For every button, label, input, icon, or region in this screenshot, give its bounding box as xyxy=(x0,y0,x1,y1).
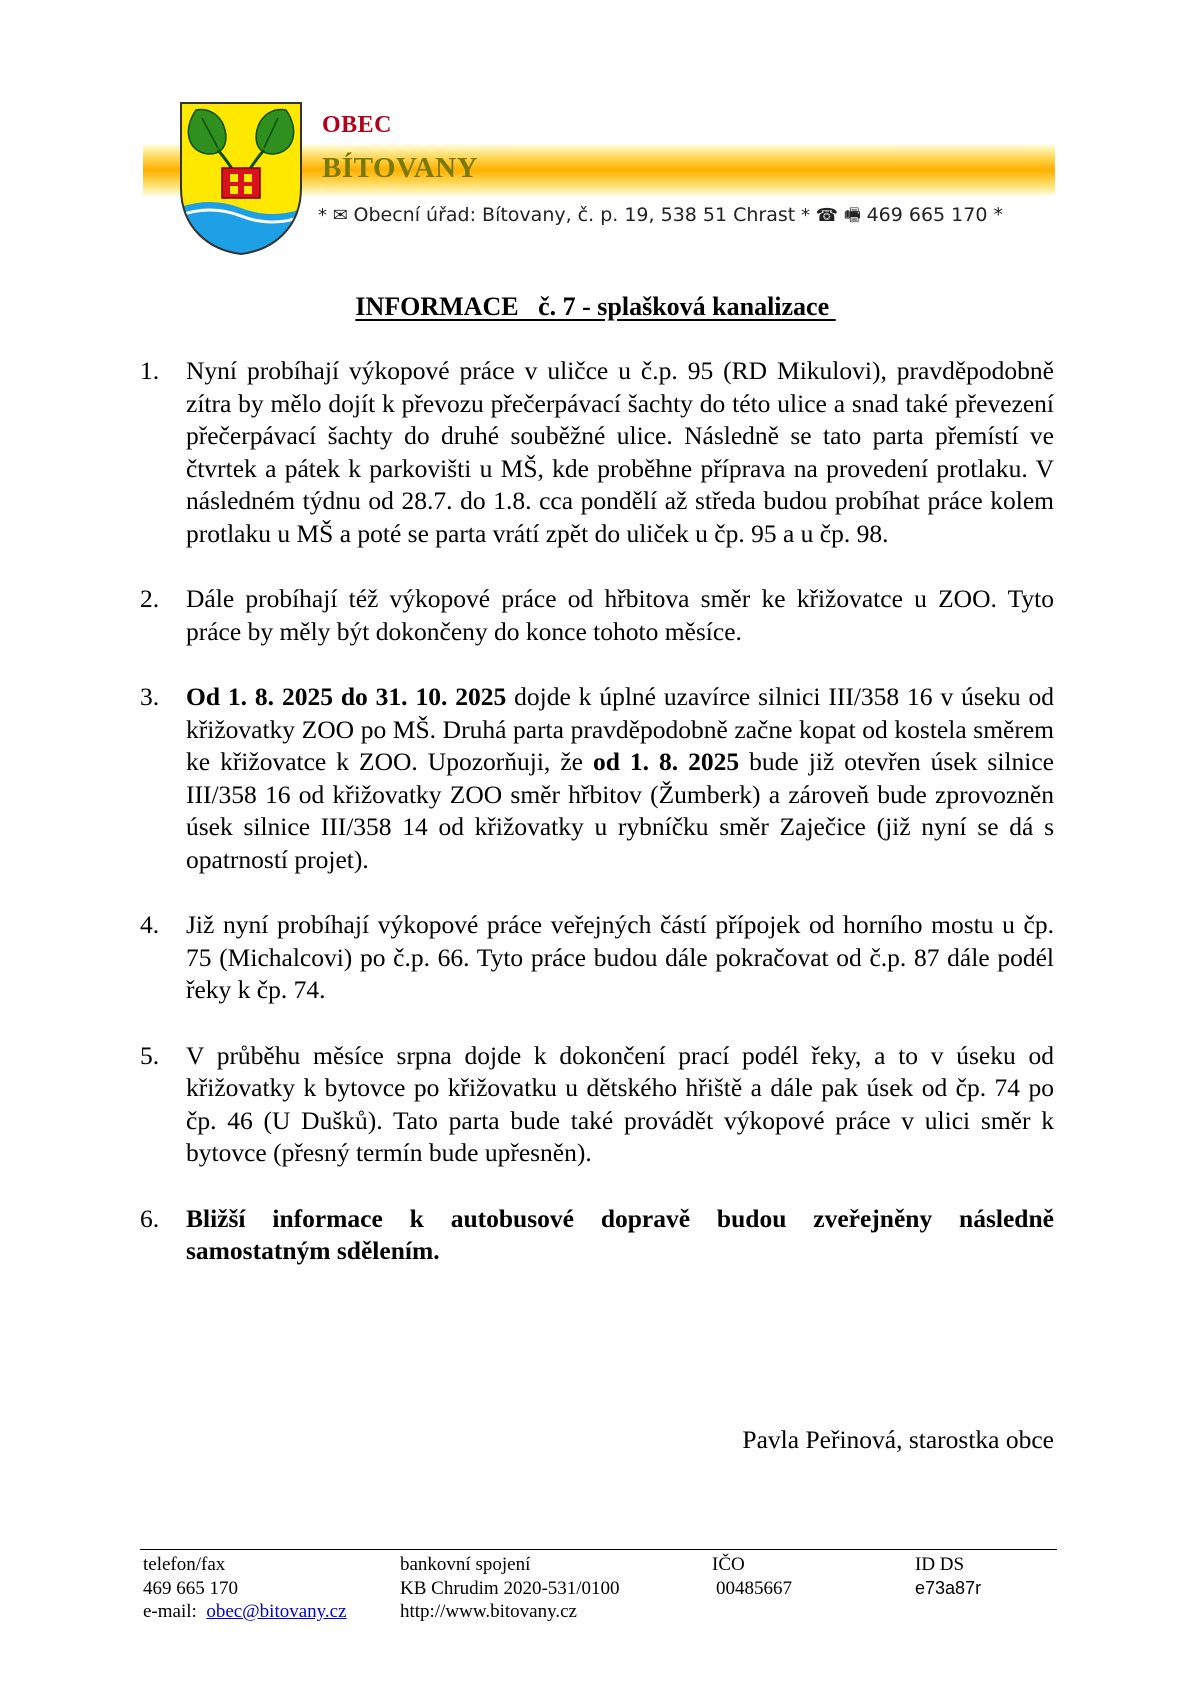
list-item xyxy=(140,583,1054,648)
footer-email-row xyxy=(143,1600,347,1624)
list-item-text: bude již otevřen úsek silnice III/358 16 od křižovatky ZOO směr hřbitov (Žumberk) a zároveň bude zprovozněn úsek silnice III/358 14 od křižovatky u rybníčku směr Zaječice (již nyní se dá s opatrností projet). xyxy=(186,747,1054,874)
list-item-text: Bližší informace k autobusové dopravě budou zveřejněny následně samostatným sdělením. xyxy=(186,1203,1054,1265)
footer-contact xyxy=(143,1553,347,1624)
list-item-text: Nyní probíhají výkopové práce v uličce u č.p. 95 (RD Mikulovi), pravděpodobně zítra by mělo dojít k převozu přečerpávací šachty do této ulice a snad také převezení přečerpávací šachty do druhé souběžné ulice. Následně se tato parta přemístí ve čtvrtek a pátek k parkovišti u MŠ, kde proběhne příprava na provedení protlaku. V následném týdnu od 28.7. do 1.8. cca pondělí až středa budou probíhat práce kolem protlaku u MŠ a poté se parta vrátí zpět do uliček u čp. 95 a u čp. 98. xyxy=(186,356,1054,548)
letterhead xyxy=(0,0,1191,270)
document-title xyxy=(0,292,1191,322)
footer-email-label: e-mail: xyxy=(143,1601,197,1622)
list-item-number: 3. xyxy=(140,682,160,711)
list-item-text: dojde k úplné uzavírce silnici III/358 16 v úseku od křižovatky ZOO po MŠ. Druhá parta pravděpodobně začne kopat od kostela směrem ke křižovatce k ZOO. Upozorňuji, že xyxy=(186,682,1054,776)
document-title-text: INFORMACE č. 7 - splašková kanalizace xyxy=(355,292,836,321)
list-item xyxy=(140,1040,1054,1170)
footer-email-link[interactable]: obec@bitovany.cz xyxy=(206,1601,347,1622)
header-label: OBEC xyxy=(322,112,393,138)
footer-bank xyxy=(400,1553,620,1624)
footer-ds-value: e73a87r xyxy=(915,1577,982,1598)
signature: Pavla Peřinová, starostka obce xyxy=(742,1425,1054,1454)
list-item xyxy=(140,355,1054,550)
envelope-icon: * ✉ xyxy=(318,205,354,226)
header-phone: 469 665 170 xyxy=(866,204,988,226)
list-item-text: Dále probíhají též výkopové práce od hřbitova směr ke křižovatce u ZOO. Tyto práce by měly být dokončeny do konce tohoto měsíce. xyxy=(186,584,1054,646)
list-item-text: V průběhu měsíce srpna dojde k dokončení prací podél řeky, a to v úseku od křižovatky k bytovce po křižovatku u dětského hřiště a dále pak úsek od čp. 74 po čp. 46 (U Dušků). Tato parta bude také provádět výkopové práce v ulici směr k bytovce (přesný termín bude upřesněn). xyxy=(186,1040,1054,1167)
header-address-line xyxy=(318,203,1003,233)
footer-phone-value: 469 665 170 xyxy=(143,1577,238,1599)
footer-website[interactable]: http://www.bitovany.cz xyxy=(400,1601,577,1622)
footer-ico-value: 00485667 xyxy=(716,1577,792,1599)
footer-phone-label: telefon/fax xyxy=(143,1554,226,1575)
footer-ico xyxy=(712,1553,792,1600)
list-item xyxy=(140,909,1054,1007)
list-item xyxy=(140,1203,1054,1268)
footer-divider xyxy=(140,1549,1057,1550)
phone-fax-icon: * ☎ 🖷 xyxy=(795,205,867,226)
header-address-suffix: * xyxy=(987,204,1003,226)
footer-bank-label: bankovní spojení xyxy=(400,1554,531,1575)
opening-date: od 1. 8. 2025 xyxy=(592,747,740,776)
footer-ds xyxy=(915,1553,981,1600)
closure-dates: Od 1. 8. 2025 do 31. 10. 2025 xyxy=(186,682,507,711)
header-address: Obecní úřad: Bítovany, č. p. 19, 538 51 Chrast xyxy=(353,204,796,226)
footer-bank-value: KB Chrudim 2020-531/0100 xyxy=(400,1577,620,1599)
footer-ds-label: ID DS xyxy=(915,1554,965,1575)
coat-of-arms-icon xyxy=(178,100,304,256)
info-list xyxy=(140,355,1054,1301)
footer-ico-label: IČO xyxy=(712,1554,745,1575)
list-item-number: 2. xyxy=(140,584,160,613)
list-item-number: 4. xyxy=(140,910,160,939)
list-item-text: Již nyní probíhají výkopové práce veřejných částí přípojek od horního mostu u čp. 75 (Michalcovi) po č.p. 66. Tyto práce budou dále pokračovat od č.p. 87 dále podél řeky k čp. 74. xyxy=(186,910,1054,1004)
list-item-number: 5. xyxy=(140,1040,160,1070)
list-item-number: 6. xyxy=(140,1203,160,1233)
list-item-number: 1. xyxy=(140,356,160,385)
list-item xyxy=(140,681,1054,876)
town-name: BÍTOVANY xyxy=(322,152,479,184)
